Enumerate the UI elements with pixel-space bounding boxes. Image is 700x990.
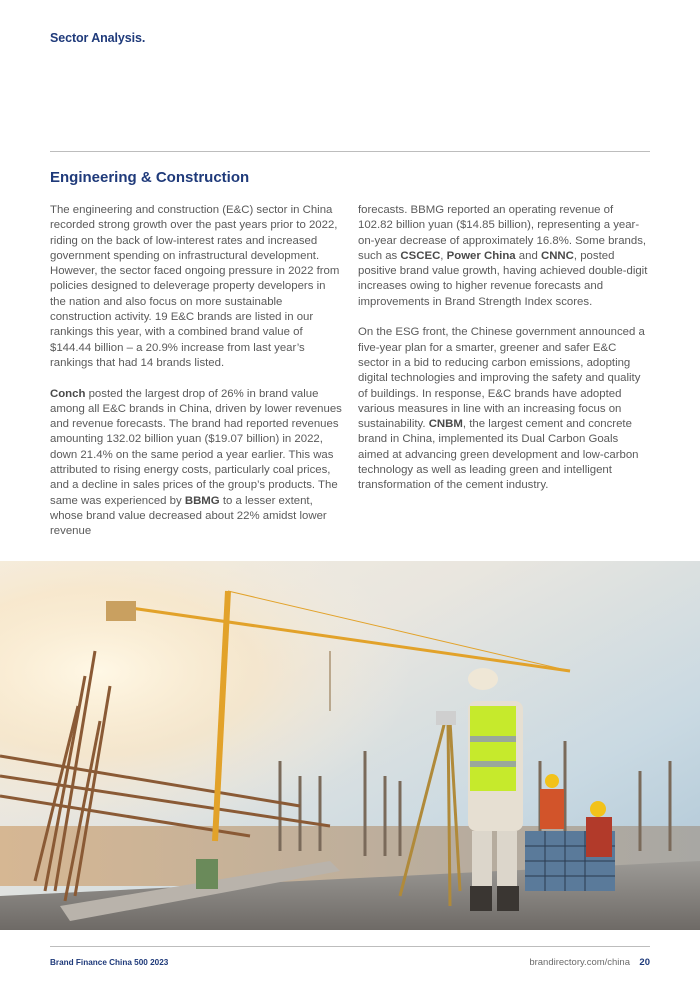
paragraph-intro: The engineering and construction (E&C) sector in China recorded strong growth over the past years prior to 2022, riding on the back of low-interest rates and increased government spending on infrastructural development. However, the sector faced ongoing pressure in 2022 from policies designed to deleverage property developers in the nation and also focus on more sustainable construction activity. 19 E&C brands are listed in our rankings this year, with a combined brand value of $144.44 billion – a 20.9% increase from last year’s rankings that had 14 brands listed. xyxy=(50,204,340,369)
section-label: Sector Analysis. xyxy=(50,31,146,45)
conjunction: and xyxy=(515,249,541,262)
construction-site-photo xyxy=(0,561,700,930)
footer-divider xyxy=(50,946,650,947)
paragraph-conch-continued xyxy=(358,203,650,310)
brand-cnbm: CNBM xyxy=(428,418,463,431)
brand-bbmg: BBMG xyxy=(184,494,220,507)
top-divider xyxy=(50,151,650,152)
worker-body xyxy=(540,789,564,829)
paragraph-growth-text: , posted positive brand value growth, having achieved double-digit increases owing to higher revenue forecasts and improvements in Brand Strength Index scores. xyxy=(358,249,648,308)
paragraph-conch-text: posted the largest drop of 26% in brand value among all E&C brands in China, driven by lower revenues and revenue forecasts. The brand had reported revenues amounting 132.02 billion yuan ($19.07 billion) in 2022, down 21.4% on the same period a year earlier. This was attributed to rising energy costs, particularly coal prices, and a decline in sales prices of the group’s products. The same was experienced by xyxy=(50,387,342,507)
paragraph-cnbm-text: , the largest cement and concrete brand in China, implemented its Dual Carbon Goals aimed at advancing green development and low-carbon technology as well as leading green and intelligent transformation of the cement industry. xyxy=(358,418,639,492)
text-column-right xyxy=(358,203,650,509)
page-number: 20 xyxy=(639,957,650,968)
article-title: Engineering & Construction xyxy=(50,169,250,186)
footer-publication: Brand Finance China 500 2023 xyxy=(50,958,169,967)
construction-scene-illustration xyxy=(0,561,700,930)
brand-cscec: CSCEC xyxy=(400,249,441,262)
paragraph-esg-text: On the ESG front, the Chinese government announced a five-year plan for a smarter, greener and safer E&C sector in a bid to reducing carbon emissions, adopting digital technologies and improving the safety and quality of buildings. In response, E&C brands have adopted various measures in line with an increasing focus on sustainability. xyxy=(358,326,645,431)
footer-url-link[interactable]: brandirectory.com/china xyxy=(529,957,630,968)
paragraph-esg xyxy=(358,325,650,493)
paragraph-bbmg-text: to a lesser extent, whose brand value decreased about 22% amidst lower revenue xyxy=(50,494,327,538)
brand-conch: Conch xyxy=(50,387,86,400)
brand-power-china: Power China xyxy=(446,249,516,262)
worker-helmet xyxy=(545,774,559,788)
text-column-left xyxy=(50,203,342,540)
worker-body xyxy=(586,817,612,857)
separator: , xyxy=(440,249,447,262)
paragraph-bbmg-continued: forecasts. BBMG reported an operating revenue of 102.82 billion yuan ($14.85 billion), representing a year-on-year decrease of approximately 16.8%. Some brands, such as xyxy=(358,204,647,262)
green-bucket xyxy=(196,859,218,889)
worker-helmet xyxy=(590,801,606,817)
brand-cnnc: CNNC xyxy=(540,249,574,262)
paragraph-conch-part1 xyxy=(50,387,342,540)
